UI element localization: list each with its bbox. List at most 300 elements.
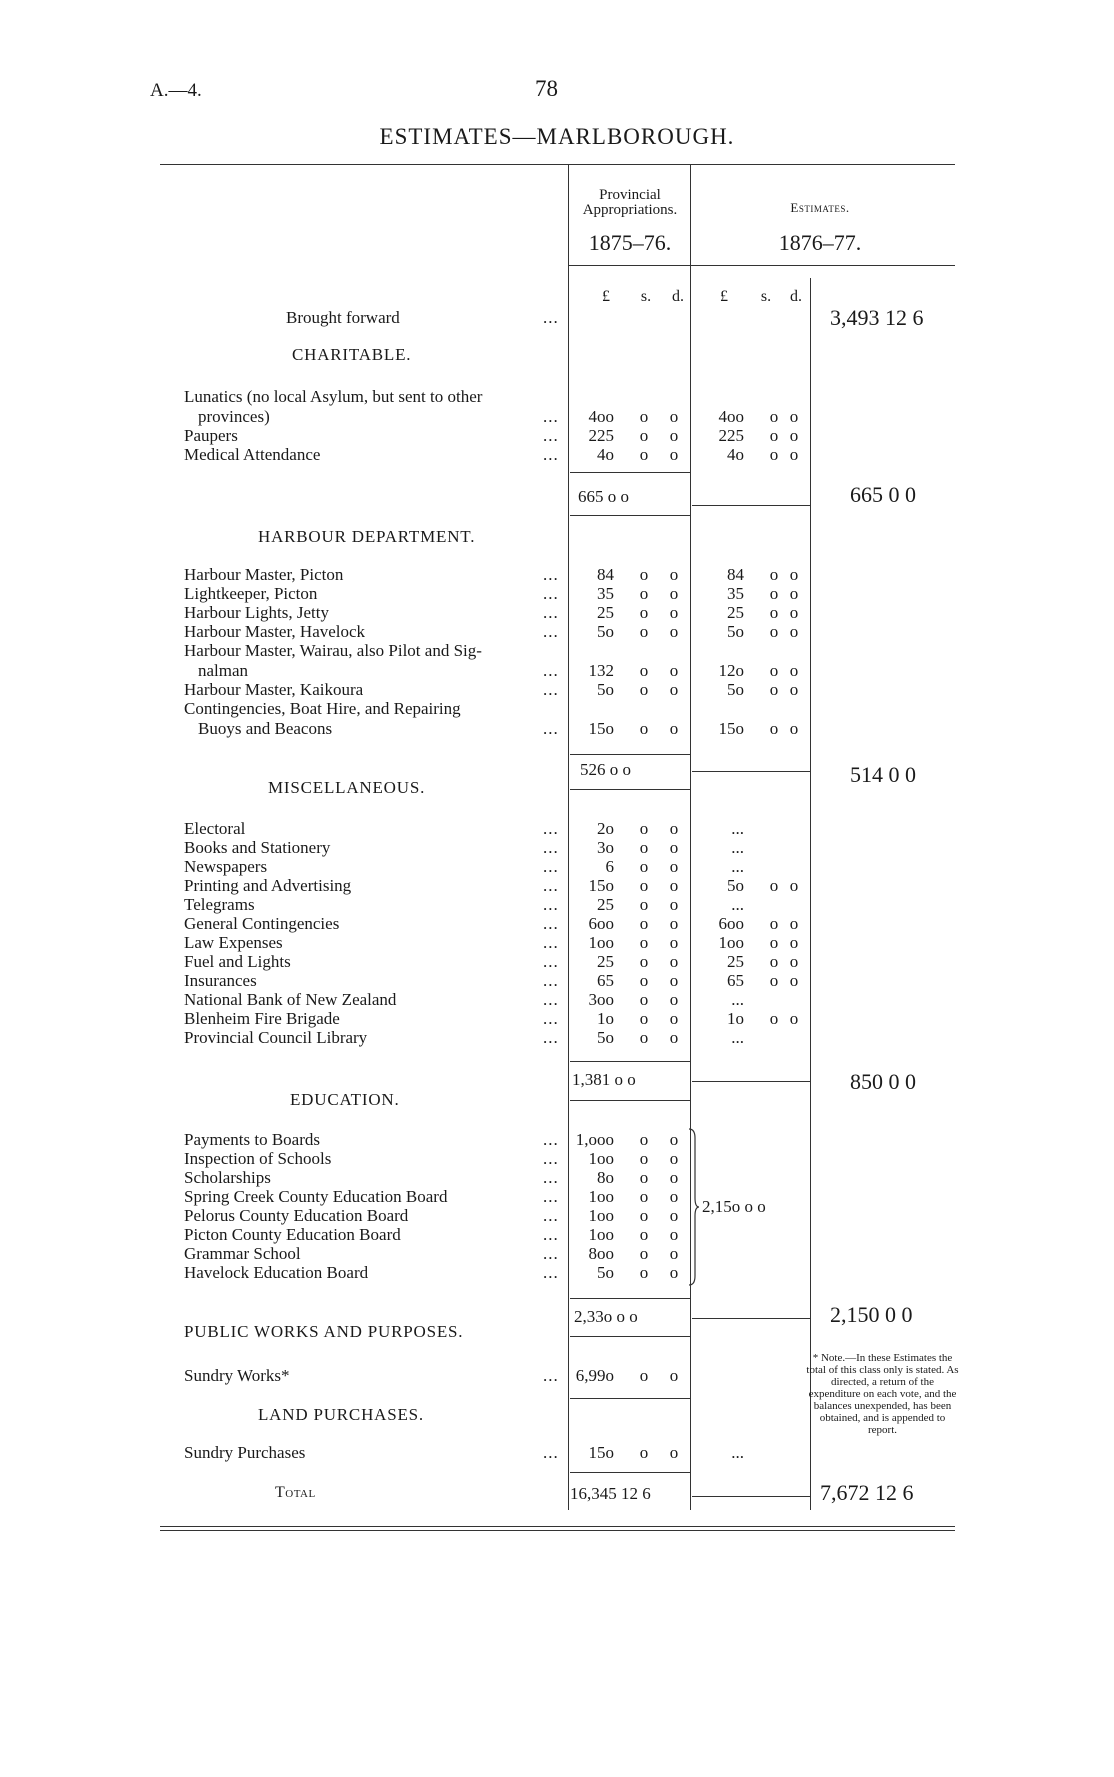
prov-pence: o (669, 622, 679, 641)
prov-pounds: 1oo (588, 1187, 614, 1206)
est-pence: o (789, 876, 799, 895)
est-shillings: o (769, 914, 779, 933)
leader-dots: ... (543, 1366, 559, 1385)
prov-shillings: o (639, 819, 649, 838)
table-row (0, 857, 1114, 876)
subtotal-rule (692, 771, 810, 772)
row-label: Lunatics (no local Asylum, but sent to other (184, 387, 483, 406)
row-label: Spring Creek County Education Board (184, 1187, 448, 1206)
prov-shillings: o (639, 719, 649, 738)
subtotal-rule (692, 1496, 810, 1497)
est-pounds: 5o (727, 876, 744, 895)
prov-shillings: o (639, 1130, 649, 1149)
table-row (0, 565, 1114, 584)
prov-pounds: 4oo (588, 407, 614, 426)
prov-shillings: o (639, 1443, 649, 1462)
prov-col-year: 1875–76. (588, 230, 672, 255)
row-label: Provincial Council Library (184, 1028, 368, 1047)
prov-pence: o (669, 857, 679, 876)
est-pence: o (789, 1009, 799, 1028)
est-pounds: 1oo (718, 933, 744, 952)
est-pounds: 25 (727, 952, 744, 971)
unit-pound-prov: £ (602, 288, 610, 305)
leader-dots: ... (543, 680, 559, 699)
prov-pounds: 15o (588, 719, 614, 738)
table-row (0, 680, 1114, 699)
prov-col-head: Provincial Appropriations. (582, 187, 678, 218)
leader-dots: ... (543, 1130, 559, 1149)
est-shillings: o (769, 876, 779, 895)
est-pounds: ... (731, 990, 744, 1009)
grand-total-prov: 16,345 12 6 (570, 1484, 651, 1503)
row-label: Blenheim Fire Brigade (184, 1009, 340, 1028)
row-label: Harbour Master, Wairau, also Pilot and Sig- (184, 641, 482, 660)
table-row (0, 622, 1114, 641)
prov-pence: o (669, 990, 679, 1009)
misc-subtotal: 1,381 o o (572, 1070, 636, 1089)
row-label: Fuel and Lights (184, 952, 291, 971)
prov-pence: o (669, 584, 679, 603)
leader-dots: ... (543, 661, 559, 680)
subtotal-rule (692, 505, 810, 506)
est-shillings: o (769, 584, 779, 603)
prov-pence: o (669, 1244, 679, 1263)
prov-pence: o (669, 445, 679, 464)
est-shillings: o (769, 1009, 779, 1028)
prov-pence: o (669, 1443, 679, 1462)
row-label: Paupers (184, 426, 238, 445)
prov-pounds: 1oo (588, 1149, 614, 1168)
leader-dots: ... (543, 1028, 559, 1047)
est-pounds: 4oo (718, 407, 744, 426)
subtotal-rule (570, 1298, 690, 1299)
prov-pence: o (669, 1366, 679, 1385)
est-pence: o (789, 565, 799, 584)
prov-pence: o (669, 1168, 679, 1187)
prov-pence: o (669, 819, 679, 838)
table-row (0, 838, 1114, 857)
est-shillings: o (769, 622, 779, 641)
prov-pounds: 1oo (588, 1206, 614, 1225)
education-subtotal: 2,33o o o (574, 1307, 638, 1326)
prov-shillings: o (639, 584, 649, 603)
row-label: Law Expenses (184, 933, 283, 952)
charitable-total: 665 0 0 (850, 482, 916, 507)
prov-pounds: 4o (597, 445, 614, 464)
brought-forward-total: 3,493 12 6 (830, 305, 924, 330)
est-shillings: o (769, 426, 779, 445)
prov-pence: o (669, 426, 679, 445)
leader-dots: ... (543, 622, 559, 641)
table-row (0, 661, 1114, 680)
leader-dots: ... (543, 719, 559, 738)
subtotal-rule (570, 472, 690, 473)
prov-pence: o (669, 952, 679, 971)
row-label: Sundry Works* (184, 1366, 290, 1385)
prov-pence: o (669, 603, 679, 622)
leader-dots: ... (543, 933, 559, 952)
table-row (0, 971, 1114, 990)
leader-dots: ... (543, 1187, 559, 1206)
table-row (0, 1187, 1114, 1206)
prov-pounds: 25 (597, 603, 614, 622)
row-label: General Contingencies (184, 914, 340, 933)
leader-dots: ... (543, 990, 559, 1009)
header-bottom-rule (568, 265, 955, 266)
prov-shillings: o (639, 661, 649, 680)
prov-pence: o (669, 914, 679, 933)
est-pence: o (789, 661, 799, 680)
table-row (0, 1206, 1114, 1225)
subtotal-rule (570, 1472, 690, 1473)
est-shillings: o (769, 565, 779, 584)
est-shillings: o (769, 661, 779, 680)
table-row (0, 1244, 1114, 1263)
prov-shillings: o (639, 1366, 649, 1385)
subtotal-rule (570, 1100, 690, 1101)
est-pounds: 1o (727, 1009, 744, 1028)
prov-pence: o (669, 719, 679, 738)
education-total: 2,150 0 0 (830, 1302, 913, 1327)
prov-pounds: 1oo (588, 1225, 614, 1244)
table-row (0, 603, 1114, 622)
table-row (0, 1028, 1114, 1047)
row-label: Inspection of Schools (184, 1149, 332, 1168)
leader-dots: ... (543, 971, 559, 990)
leader-dots: ... (543, 584, 559, 603)
prov-pence: o (669, 876, 679, 895)
prov-shillings: o (639, 1206, 649, 1225)
prov-pounds: 3o (597, 838, 614, 857)
table-row (0, 952, 1114, 971)
unit-shilling-prov: s. (640, 288, 652, 305)
est-pence: o (789, 584, 799, 603)
prov-pence: o (669, 1263, 679, 1282)
grand-total-label: Total (275, 1484, 316, 1501)
est-pence: o (789, 622, 799, 641)
prov-shillings: o (639, 407, 649, 426)
harbour-subtotal: 526 o o (580, 760, 631, 779)
est-pounds: 5o (727, 680, 744, 699)
prov-pounds: 25 (597, 895, 614, 914)
document-reference: A.—4. (150, 80, 202, 101)
row-label: provinces) (198, 407, 270, 426)
prov-shillings: o (639, 1244, 649, 1263)
row-label: Harbour Master, Kaikoura (184, 680, 364, 699)
row-label: Electoral (184, 819, 246, 838)
prov-pence: o (669, 1187, 679, 1206)
est-pounds: 6oo (718, 914, 744, 933)
leader-dots: ... (543, 838, 559, 857)
subtotal-rule (570, 789, 690, 790)
table-row (0, 1225, 1114, 1244)
grand-total-est: 7,672 12 6 (820, 1480, 914, 1505)
prov-pounds: 5o (597, 680, 614, 699)
est-pounds: ... (731, 819, 744, 838)
row-label: Contingencies, Boat Hire, and Repairing (184, 699, 461, 718)
leader-dots: ... (543, 1263, 559, 1282)
section-title-harbour: HARBOUR DEPARTMENT. (258, 527, 476, 546)
education-bracketed-estimate: 2,15o o o (702, 1197, 766, 1216)
est-shillings: o (769, 680, 779, 699)
prov-pounds: 5o (597, 1028, 614, 1047)
prov-pounds: 6,99o (575, 1366, 614, 1385)
prov-shillings: o (639, 1149, 649, 1168)
leader-dots: ... (543, 895, 559, 914)
est-shillings: o (769, 952, 779, 971)
harbour-total: 514 0 0 (850, 762, 916, 787)
leader-dots: ... (543, 407, 559, 426)
table-row (0, 933, 1114, 952)
est-pounds: 5o (727, 622, 744, 641)
prov-shillings: o (639, 622, 649, 641)
leader-dots: ... (543, 876, 559, 895)
leader-dots: ... (543, 819, 559, 838)
prov-pence: o (669, 565, 679, 584)
prov-shillings: o (639, 933, 649, 952)
est-pence: o (789, 407, 799, 426)
table-row (0, 914, 1114, 933)
table-row (0, 1443, 1114, 1462)
prov-shillings: o (639, 838, 649, 857)
est-shillings: o (769, 719, 779, 738)
est-shillings: o (769, 407, 779, 426)
prov-pence: o (669, 1130, 679, 1149)
leader-dots: ... (543, 1009, 559, 1028)
est-shillings: o (769, 603, 779, 622)
prov-pence: o (669, 1009, 679, 1028)
prov-shillings: o (639, 914, 649, 933)
table-row (0, 584, 1114, 603)
est-pence: o (789, 952, 799, 971)
row-label: National Bank of New Zealand (184, 990, 397, 1009)
prov-pence: o (669, 1206, 679, 1225)
curly-brace-icon (688, 1128, 700, 1286)
unit-shilling-est: s. (760, 288, 772, 305)
leader-dots: ... (543, 952, 559, 971)
leader-dots: ... (543, 1206, 559, 1225)
row-label: Harbour Lights, Jetty (184, 603, 329, 622)
prov-pence: o (669, 1149, 679, 1168)
leader-dots: ... (543, 426, 559, 445)
row-label: Lightkeeper, Picton (184, 584, 318, 603)
prov-shillings: o (639, 1168, 649, 1187)
subtotal-rule (692, 1081, 810, 1082)
leader-dots: ... (543, 1168, 559, 1187)
leader-dots: ... (543, 565, 559, 584)
est-pence: o (789, 719, 799, 738)
prov-pence: o (669, 971, 679, 990)
prov-pounds: 84 (597, 565, 614, 584)
prov-shillings: o (639, 952, 649, 971)
row-label: Newspapers (184, 857, 268, 876)
table-row (0, 1149, 1114, 1168)
prov-shillings: o (639, 680, 649, 699)
est-pounds: 84 (727, 565, 744, 584)
leader-dots: ... (543, 1443, 559, 1462)
prov-shillings: o (639, 990, 649, 1009)
subtotal-rule (570, 754, 690, 755)
section-title-education: EDUCATION. (290, 1090, 400, 1109)
prov-pounds: 6oo (588, 914, 614, 933)
page-title: ESTIMATES—MARLBOROUGH. (379, 124, 735, 149)
charitable-subtotal: 665 o o (578, 487, 629, 506)
leader-dots: ... (543, 603, 559, 622)
est-shillings: o (769, 933, 779, 952)
prov-pence: o (669, 933, 679, 952)
est-pounds: ... (731, 895, 744, 914)
leader-dots: ... (543, 1244, 559, 1263)
row-label: Medical Attendance (184, 445, 321, 464)
prov-shillings: o (639, 1187, 649, 1206)
prov-shillings: o (639, 445, 649, 464)
est-pence: o (789, 971, 799, 990)
est-pounds: 225 (718, 426, 744, 445)
est-pounds: ... (731, 857, 744, 876)
prov-shillings: o (639, 895, 649, 914)
row-label: Books and Stationery (184, 838, 331, 857)
prov-shillings: o (639, 857, 649, 876)
est-pounds: 15o (718, 719, 744, 738)
footnote: * Note.—In these Estimates the total of this class only is stated. As directed, a return of the expenditure on each vote, and the balances unexpended, has been obtained, and is appended to report. (806, 1352, 959, 1436)
prov-shillings: o (639, 565, 649, 584)
prov-pounds: 225 (588, 426, 614, 445)
prov-pounds: 5o (597, 622, 614, 641)
table-row (0, 819, 1114, 838)
prov-shillings: o (639, 1225, 649, 1244)
prov-pence: o (669, 680, 679, 699)
row-label: Payments to Boards (184, 1130, 320, 1149)
page-number: 78 (535, 76, 558, 101)
est-pounds: ... (731, 838, 744, 857)
prov-pounds: 15o (588, 876, 614, 895)
leader-dots: ... (543, 445, 559, 464)
row-label: Harbour Master, Picton (184, 565, 344, 584)
prov-shillings: o (639, 876, 649, 895)
subtotal-rule (570, 1398, 690, 1399)
section-title-land: LAND PURCHASES. (258, 1405, 424, 1424)
row-label: Pelorus County Education Board (184, 1206, 409, 1225)
table-row (0, 719, 1114, 738)
prov-pounds: 8o (597, 1168, 614, 1187)
table-bottom-rule (160, 1526, 955, 1527)
est-shillings: o (769, 971, 779, 990)
subtotal-rule (692, 1318, 810, 1319)
subtotal-rule (570, 515, 690, 516)
leader-dots: ... (543, 857, 559, 876)
prov-pounds: 1,ooo (575, 1130, 614, 1149)
prov-pounds: 15o (588, 1443, 614, 1462)
section-title-misc: MISCELLANEOUS. (268, 778, 426, 797)
table-row (0, 1168, 1114, 1187)
est-pence: o (789, 933, 799, 952)
unit-pence-prov: d. (672, 288, 684, 305)
row-label: Printing and Advertising (184, 876, 352, 895)
prov-pence: o (669, 407, 679, 426)
est-pence: o (789, 603, 799, 622)
est-pounds: 4o (727, 445, 744, 464)
row-label: Grammar School (184, 1244, 301, 1263)
prov-shillings: o (639, 1009, 649, 1028)
table-row (0, 1263, 1114, 1282)
unit-pound-est: £ (720, 288, 728, 305)
est-pounds: 65 (727, 971, 744, 990)
prov-pounds: 132 (588, 661, 614, 680)
est-pence: o (789, 445, 799, 464)
row-label: Insurances (184, 971, 257, 990)
table-row (0, 426, 1114, 445)
prov-pounds: 5o (597, 1263, 614, 1282)
row-label: Telegrams (184, 895, 255, 914)
prov-shillings: o (639, 971, 649, 990)
table-row (0, 990, 1114, 1009)
row-label: Sundry Purchases (184, 1443, 306, 1462)
table-row (0, 387, 1114, 406)
prov-shillings: o (639, 426, 649, 445)
leader-dots: ... (543, 308, 559, 327)
table-row (0, 407, 1114, 426)
prov-shillings: o (639, 1028, 649, 1047)
unit-pence-est: d. (790, 288, 802, 305)
row-label: Buoys and Beacons (198, 719, 333, 738)
prov-pence: o (669, 895, 679, 914)
prov-pounds: 25 (597, 952, 614, 971)
prov-pounds: 1o (597, 1009, 614, 1028)
subtotal-rule (570, 1336, 690, 1337)
prov-pounds: 8oo (588, 1244, 614, 1263)
est-shillings: o (769, 445, 779, 464)
prov-pounds: 2o (597, 819, 614, 838)
row-label: nalman (198, 661, 249, 680)
table-row (0, 699, 1114, 718)
prov-shillings: o (639, 1263, 649, 1282)
section-title-public-works: PUBLIC WORKS AND PURPOSES. (184, 1322, 464, 1341)
prov-pence: o (669, 838, 679, 857)
misc-total: 850 0 0 (850, 1069, 916, 1094)
table-row (0, 876, 1114, 895)
est-pence: o (789, 426, 799, 445)
est-pounds: 12o (718, 661, 744, 680)
table-row (0, 1130, 1114, 1149)
est-pounds: ... (731, 1028, 744, 1047)
section-title-charitable: CHARITABLE. (292, 345, 412, 364)
est-pence: o (789, 914, 799, 933)
table-row (0, 445, 1114, 464)
est-pounds: ... (731, 1443, 744, 1462)
table-row (0, 641, 1114, 660)
table-row (0, 895, 1114, 914)
brought-forward-label: Brought forward (286, 308, 400, 327)
prov-pounds: 1oo (588, 933, 614, 952)
table-top-rule (160, 164, 955, 165)
prov-shillings: o (639, 603, 649, 622)
leader-dots: ... (543, 914, 559, 933)
prov-pounds: 35 (597, 584, 614, 603)
row-label: Havelock Education Board (184, 1263, 369, 1282)
est-pounds: 25 (727, 603, 744, 622)
leader-dots: ... (543, 1149, 559, 1168)
leader-dots: ... (543, 1225, 559, 1244)
est-col-year: 1876–77. (778, 230, 862, 255)
table-bottom-rule-2 (160, 1530, 955, 1531)
prov-pence: o (669, 1225, 679, 1244)
row-label: Harbour Master, Havelock (184, 622, 366, 641)
table-row (0, 1009, 1114, 1028)
prov-pounds: 65 (597, 971, 614, 990)
prov-pence: o (669, 1028, 679, 1047)
prov-pounds: 6 (605, 857, 614, 876)
est-pounds: 35 (727, 584, 744, 603)
